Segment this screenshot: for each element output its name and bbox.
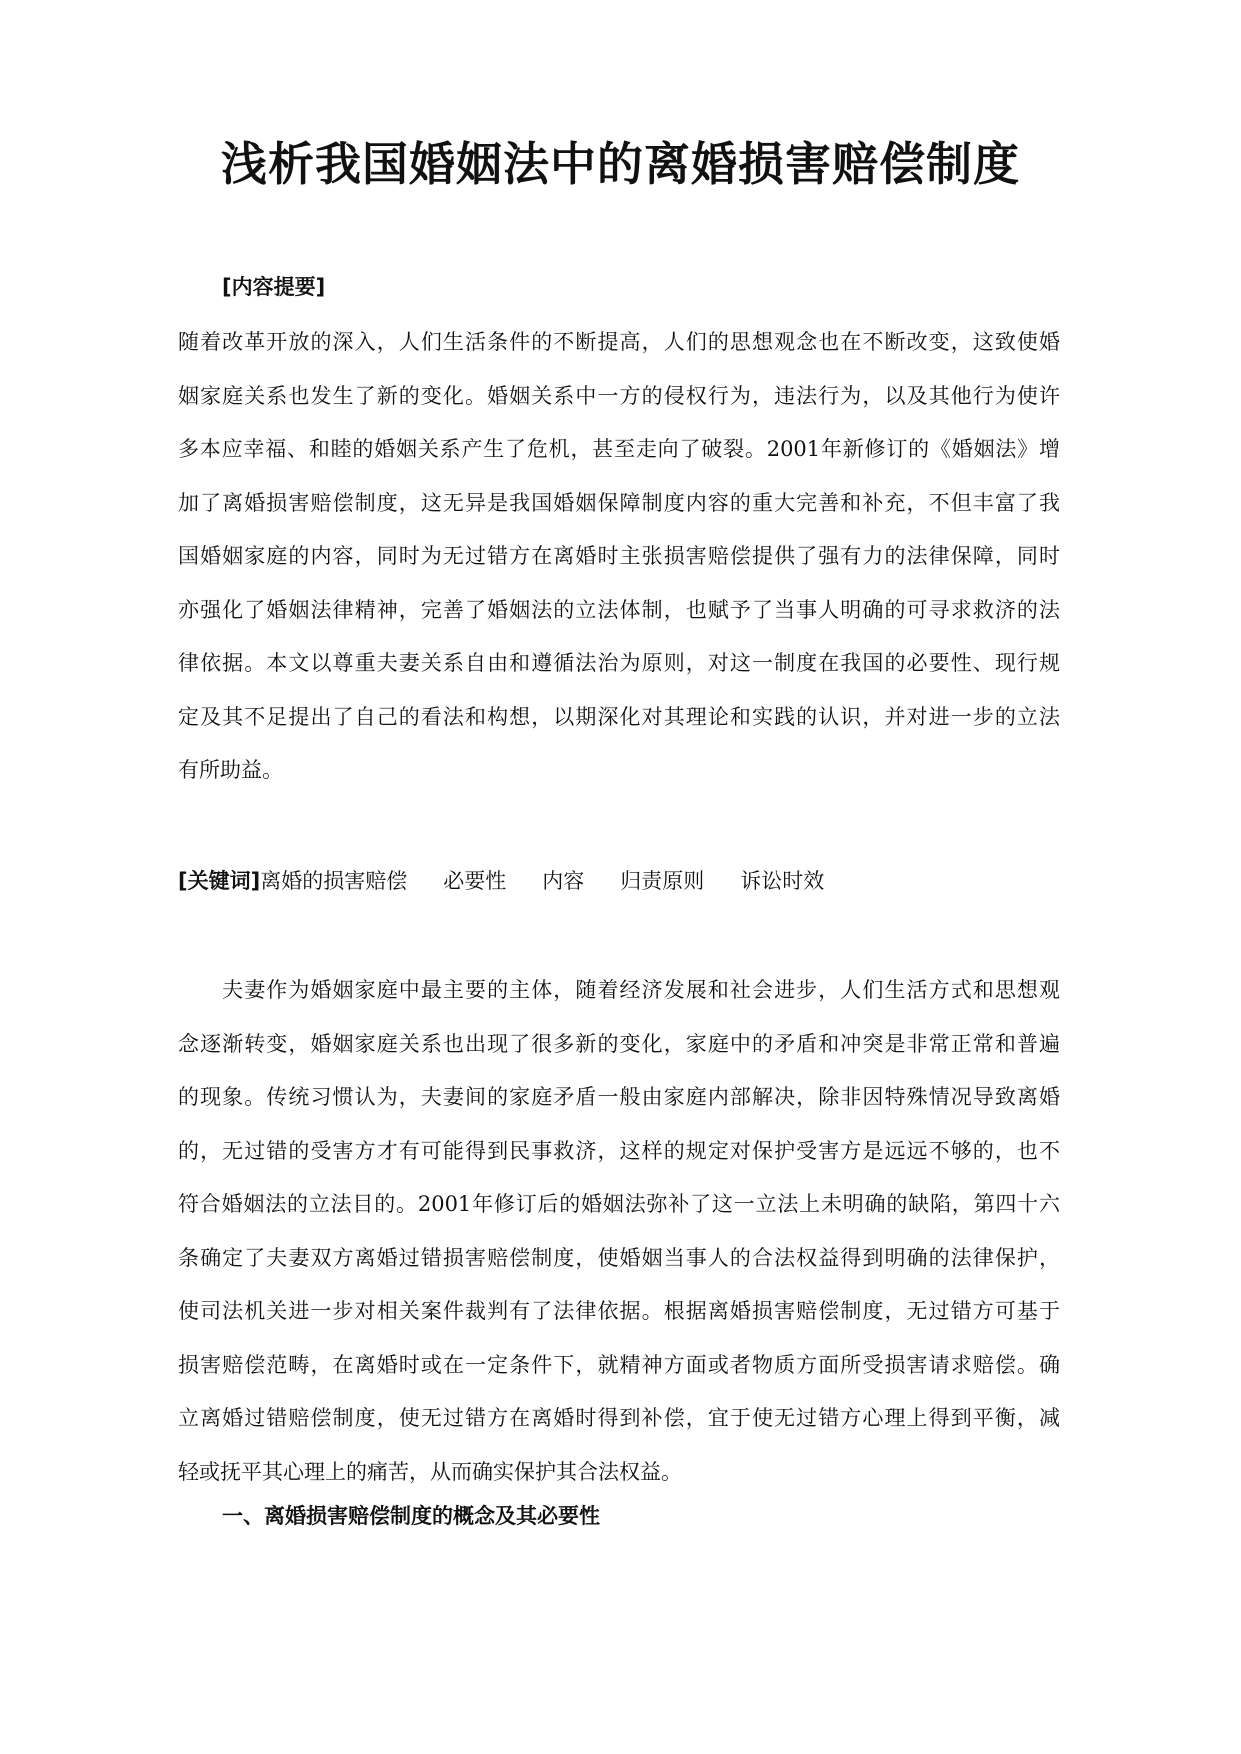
summary-line: 律依据。本文以尊重夫妻关系自由和遵循法治为原则，对这一制度在我国的必要性、现行规 xyxy=(178,651,1060,675)
summary-heading: [内容提要] xyxy=(222,275,326,299)
body-line: 使司法机关进一步对相关案件裁判有了法律依据。根据离婚损害赔偿制度，无过错方可基于 xyxy=(178,1299,1060,1323)
body-line: 的现象。传统习惯认为，夫妻间的家庭矛盾一般由家庭内部解决，除非因特殊情况导致离婚 xyxy=(178,1085,1060,1109)
summary-line: 加了离婚损害赔偿制度，这无异是我国婚姻保障制度内容的重大完善和补充，不但丰富了我 xyxy=(178,490,1060,515)
summary-line: 国婚姻家庭的内容，同时为无过错方在离婚时主张损害赔偿提供了强有力的法律保障，同时 xyxy=(178,544,1060,568)
body-line: 损害赔偿范畴，在离婚时或在一定条件下，就精神方面或者物质方面所受损害请求赔偿。确 xyxy=(178,1352,1060,1377)
body-line: 立离婚过错赔偿制度，使无过错方在离婚时得到补偿，宜于使无过错方心理上得到平衡，减 xyxy=(178,1406,1060,1430)
summary-line: 多本应幸福、和睦的婚姻关系产生了危机，甚至走向了破裂。2001年新修订的《婚姻法》增 xyxy=(178,437,1060,461)
keywords-row xyxy=(178,865,860,895)
body-line: 条确定了夫妻双方离婚过错损害赔偿制度，使婚姻当事人的合法权益得到明确的法律保护， xyxy=(178,1245,1060,1270)
body-line: 念逐渐转变，婚姻家庭关系也出现了很多新的变化，家庭中的矛盾和冲突是非常正常和普遍 xyxy=(178,1031,1060,1056)
summary-line: 亦强化了婚姻法律精神，完善了婚姻法的立法体制，也赋予了当事人明确的可寻求救济的法 xyxy=(178,597,1060,622)
keyword: 离婚的损害赔偿 xyxy=(260,869,408,893)
body-line: 的，无过错的受害方才有可能得到民事救济，这样的规定对保护受害方是远远不够的，也不 xyxy=(178,1138,1060,1163)
section-heading: 一、离婚损害赔偿制度的概念及其必要性 xyxy=(222,1504,600,1528)
body-paragraph xyxy=(178,964,1060,1499)
keyword: 必要性 xyxy=(443,869,507,893)
summary-line: 随着改革开放的深入，人们生活条件的不断提高，人们的思想观念也在不断改变，这致使婚 xyxy=(178,330,1060,354)
keyword: 内容 xyxy=(542,869,585,893)
summary-line: 有所助益。 xyxy=(178,758,283,782)
body-line: 夫妻作为婚姻家庭中最主要的主体，随着经济发展和社会进步，人们生活方式和思想观 xyxy=(178,978,1060,1002)
keywords-label: [关键词] xyxy=(178,869,261,893)
body-line: 轻或抚平其心理上的痛苦，从而确实保护其合法权益。 xyxy=(178,1459,682,1484)
summary-line: 姻家庭关系也发生了新的变化。婚姻关系中一方的侵权行为，违法行为，以及其他行为使许 xyxy=(178,383,1060,408)
summary-paragraph xyxy=(178,316,1060,798)
keyword: 归责原则 xyxy=(620,869,705,893)
body-line: 符合婚姻法的立法目的。2001年修订后的婚姻法弥补了这一立法上未明确的缺陷，第四十六 xyxy=(178,1192,1060,1216)
keyword: 诉讼时效 xyxy=(740,869,825,893)
summary-line: 定及其不足提出了自己的看法和构想，以期深化对其理论和实践的认识，并对进一步的立法 xyxy=(178,704,1060,729)
document-title: 浅析我国婚姻法中的离婚损害赔偿制度 xyxy=(221,137,1020,191)
